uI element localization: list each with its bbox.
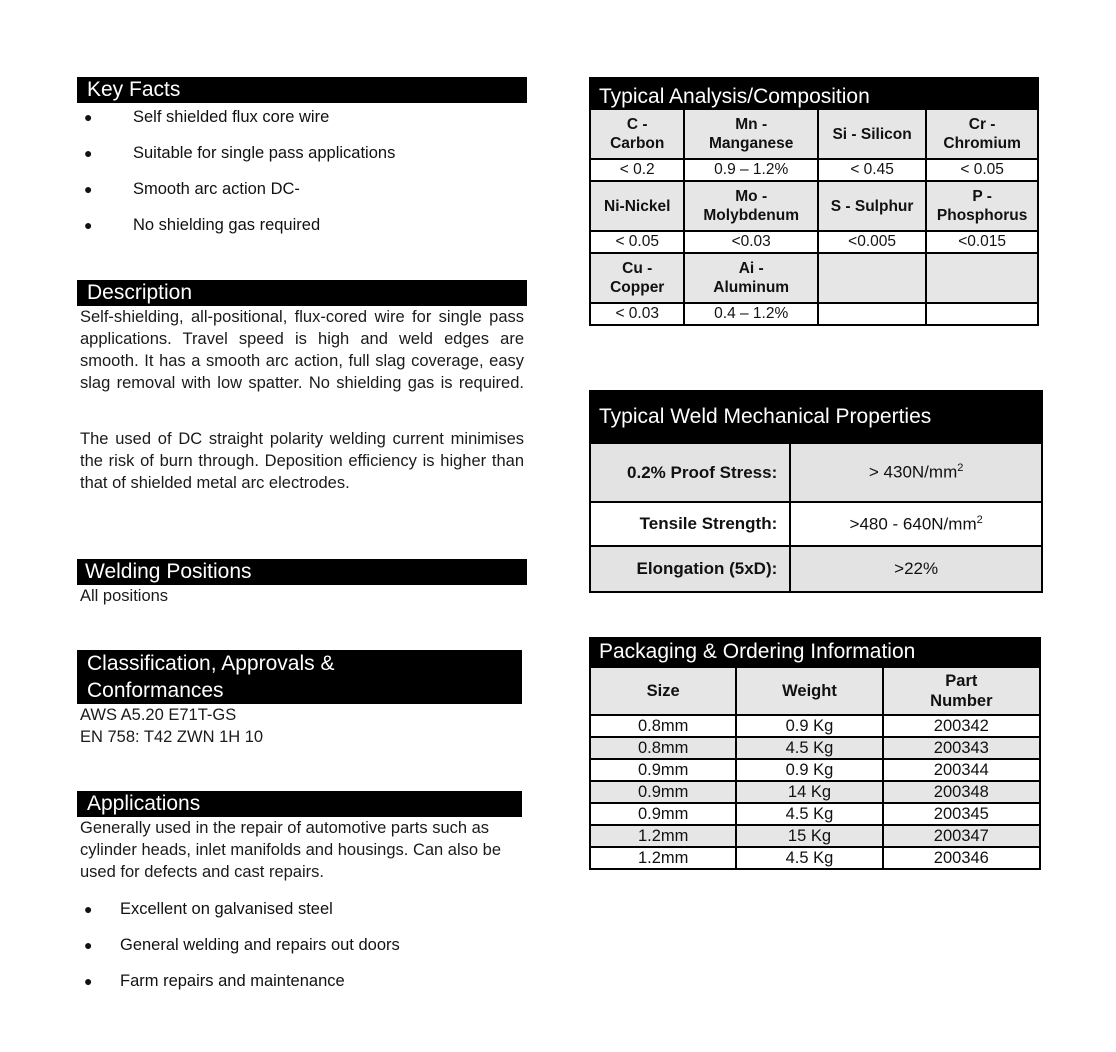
table-row — [590, 825, 1040, 847]
silicon-header: Si - Silicon — [818, 109, 926, 159]
part-number-header: Part Number — [883, 667, 1040, 715]
table-row — [590, 443, 1042, 502]
list-item: ● No shielding gas required — [84, 216, 321, 234]
list-item: ● General welding and repairs out doors — [84, 936, 400, 954]
carbon-header: C - Carbon — [590, 109, 684, 159]
table-row — [590, 847, 1040, 869]
composition-heading: Typical Analysis/Composition — [589, 77, 1039, 109]
manganese-header: Mn - Manganese — [684, 109, 817, 159]
elongation-label: Elongation (5xD): — [590, 546, 790, 592]
phosphorus-header: P - Phosphorus — [926, 181, 1038, 231]
table-row — [590, 181, 1038, 231]
table-cell: 15 Kg — [736, 825, 882, 847]
empty-cell — [926, 303, 1038, 325]
table-cell: 0.9mm — [590, 781, 736, 803]
applications-list — [80, 898, 530, 1006]
applications-text: Generally used in the repair of automotive parts such as cylinder heads, inlet manifolds and housings. Can also be used for defects and cast repairs. — [80, 819, 502, 881]
table-row — [590, 781, 1040, 803]
table-cell: 0.9 Kg — [736, 759, 882, 781]
table-cell: < 0.05 — [926, 159, 1038, 181]
classification-title-line2: Conformances — [87, 679, 224, 702]
table-cell: 0.9mm — [590, 759, 736, 781]
tensile-strength-label: Tensile Strength: — [590, 502, 790, 546]
table-cell: 4.5 Kg — [736, 737, 882, 759]
table-row — [590, 109, 1038, 159]
table-cell: 0.9 – 1.2% — [684, 159, 817, 181]
table-row — [590, 737, 1040, 759]
table-cell: < 0.45 — [818, 159, 926, 181]
packaging-table — [589, 666, 1041, 870]
table-cell: 1.2mm — [590, 825, 736, 847]
table-row — [590, 546, 1042, 592]
classification-line-2: EN 758: T42 ZWN 1H 10 — [80, 728, 264, 746]
table-cell: 200348 — [883, 781, 1040, 803]
table-cell: 1.2mm — [590, 847, 736, 869]
table-cell: < 0.2 — [590, 159, 684, 181]
classification-title-line1: Classification, Approvals & — [87, 652, 335, 675]
key-facts-heading: Key Facts — [77, 77, 527, 103]
table-cell: 4.5 Kg — [736, 847, 882, 869]
composition-table — [589, 108, 1039, 326]
applications-heading: Applications — [77, 791, 522, 817]
table-row — [590, 715, 1040, 737]
sulphur-header: S - Sulphur — [818, 181, 926, 231]
table-cell: <0.005 — [818, 231, 926, 253]
copper-header: Cu - Copper — [590, 253, 684, 303]
table-row — [590, 159, 1038, 181]
nickel-header: Ni-Nickel — [590, 181, 684, 231]
elongation-value: >22% — [790, 546, 1042, 592]
packaging-heading: Packaging & Ordering Information — [589, 637, 1041, 667]
table-row — [590, 303, 1038, 325]
size-header: Size — [590, 667, 736, 715]
table-cell: < 0.05 — [590, 231, 684, 253]
empty-cell — [818, 303, 926, 325]
molybdenum-header: Mo - Molybdenum — [684, 181, 817, 231]
tensile-strength-value: $>480 - 640N/mm^2$ — [790, 502, 1042, 546]
table-cell: 0.8mm — [590, 715, 736, 737]
table-row — [590, 253, 1038, 303]
chromium-header: Cr - Chromium — [926, 109, 1038, 159]
table-row — [590, 803, 1040, 825]
table-cell: < 0.03 — [590, 303, 684, 325]
welding-positions-heading: Welding Positions — [77, 559, 527, 585]
table-cell: 200347 — [883, 825, 1040, 847]
description-paragraph-2: The used of DC straight polarity welding current minimises the risk of burn through. Deposition efficiency is higher than that of shielded metal arc electrodes. — [80, 430, 524, 492]
key-facts-list — [80, 106, 530, 250]
list-item: ● Excellent on galvanised steel — [84, 900, 333, 918]
empty-cell — [818, 253, 926, 303]
table-cell: 200342 — [883, 715, 1040, 737]
empty-cell — [926, 253, 1038, 303]
table-cell: 200346 — [883, 847, 1040, 869]
weight-header: Weight — [736, 667, 882, 715]
table-cell: 0.8mm — [590, 737, 736, 759]
table-cell: 0.9 Kg — [736, 715, 882, 737]
table-cell: <0.015 — [926, 231, 1038, 253]
classification-line-1: AWS A5.20 E71T-GS — [80, 706, 237, 724]
table-cell: 14 Kg — [736, 781, 882, 803]
table-cell: 200345 — [883, 803, 1040, 825]
table-cell: 0.4 – 1.2% — [684, 303, 817, 325]
list-item: ● Self shielded flux core wire — [84, 108, 330, 126]
list-item: ● Suitable for single pass applications — [84, 144, 396, 162]
list-item: ● Smooth arc action DC- — [84, 180, 300, 198]
table-row — [590, 502, 1042, 546]
list-item: ● Farm repairs and maintenance — [84, 972, 345, 990]
table-row — [590, 231, 1038, 253]
table-cell: 200344 — [883, 759, 1040, 781]
table-row — [590, 759, 1040, 781]
mechanical-table — [589, 442, 1043, 593]
description-heading: Description — [77, 280, 527, 306]
table-cell: 200343 — [883, 737, 1040, 759]
mechanical-heading: Typical Weld Mechanical Properties — [589, 390, 1043, 443]
table-cell: <0.03 — [684, 231, 817, 253]
table-cell: 0.9mm — [590, 803, 736, 825]
description-paragraph-1: Self-shielding, all-positional, flux-cored wire for single pass applications. Travel speed is high and weld edges are smooth. It has a smooth arc action, full slag coverage, easy slag removal with low spatter. No shielding gas is required. — [80, 308, 524, 392]
classification-heading — [77, 650, 522, 704]
proof-stress-label: 0.2% Proof Stress: — [590, 443, 790, 502]
table-cell: 4.5 Kg — [736, 803, 882, 825]
proof-stress-value: > $430N/mm^2$ — [790, 443, 1042, 502]
aluminum-header: Ai - Aluminum — [684, 253, 817, 303]
table-row — [590, 667, 1040, 715]
welding-positions-text: All positions — [80, 587, 169, 605]
